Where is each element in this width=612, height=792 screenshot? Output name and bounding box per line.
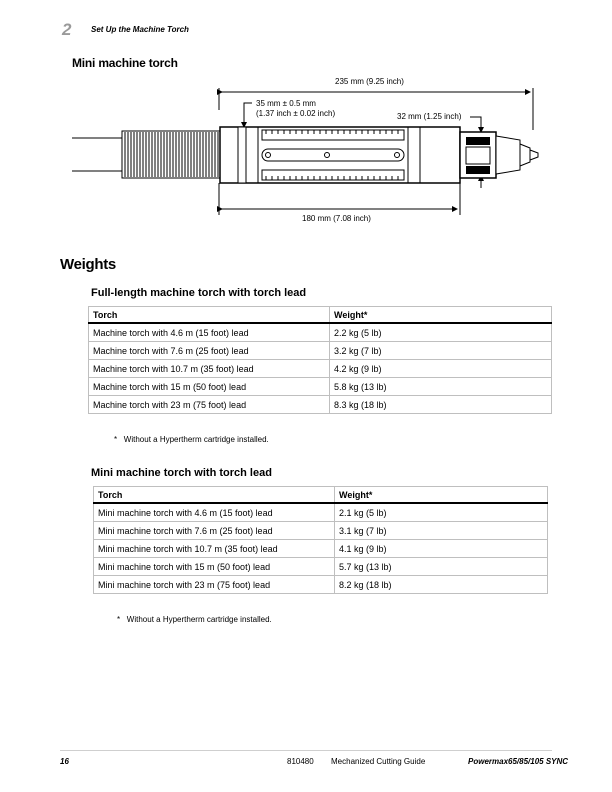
weight-cell: 5.8 kg (13 lb) xyxy=(330,378,552,396)
nozzle-label: 32 mm (1.25 inch) xyxy=(397,112,462,121)
column-header-weight: Weight* xyxy=(330,307,552,324)
chapter-title: Set Up the Machine Torch xyxy=(91,25,189,34)
torch-cell: Machine torch with 10.7 m (35 foot) lead xyxy=(89,360,330,378)
body-length-dimension xyxy=(219,183,460,223)
page-number: 16 xyxy=(60,757,69,766)
torch-head xyxy=(460,132,538,178)
footnote-text: Without a Hypertherm cartridge installed. xyxy=(123,435,269,444)
torch-cell: Machine torch with 23 m (75 foot) lead xyxy=(89,396,330,414)
strain-relief xyxy=(122,131,220,178)
table-row xyxy=(94,522,548,540)
column-header-torch: Torch xyxy=(94,487,335,504)
column-header-torch: Torch xyxy=(89,307,330,324)
mini-weight-table xyxy=(93,486,548,594)
torch-cell: Mini machine torch with 23 m (75 foot) lead xyxy=(94,576,335,594)
weight-cell: 3.2 kg (7 lb) xyxy=(330,342,552,360)
product-name: Powermax65/85/105 SYNC xyxy=(468,757,569,766)
torch-cell: Machine torch with 4.6 m (15 foot) lead xyxy=(89,323,330,342)
weight-cell: 2.2 kg (5 lb) xyxy=(330,323,552,342)
torch-cell: Machine torch with 15 m (50 foot) lead xyxy=(89,378,330,396)
torch-lead-cable xyxy=(72,138,122,171)
table-row xyxy=(89,342,552,360)
guide-title: Mechanized Cutting Guide xyxy=(331,757,426,766)
weight-cell: 5.7 kg (13 lb) xyxy=(335,558,548,576)
footer-divider xyxy=(60,750,552,751)
torch-cell: Mini machine torch with 4.6 m (15 foot) lead xyxy=(94,503,335,522)
torch-body xyxy=(220,127,460,183)
footnote-mark: * xyxy=(117,615,121,624)
weight-cell: 2.1 kg (5 lb) xyxy=(335,503,548,522)
mini-torch-heading: Mini machine torch xyxy=(72,56,178,70)
column-header-weight: Weight* xyxy=(335,487,548,504)
weight-cell: 8.2 kg (18 lb) xyxy=(335,576,548,594)
body-length-label: 180 mm (7.08 inch) xyxy=(302,214,371,223)
mini-table-footnote xyxy=(117,615,272,624)
table-row xyxy=(89,360,552,378)
weight-cell: 8.3 kg (18 lb) xyxy=(330,396,552,414)
weight-cell: 4.1 kg (9 lb) xyxy=(335,540,548,558)
overall-length-label: 235 mm (9.25 inch) xyxy=(335,77,404,86)
table-row xyxy=(89,396,552,414)
torch-cell: Mini machine torch with 7.6 m (25 foot) lead xyxy=(94,522,335,540)
mini-torch-dimension-diagram xyxy=(0,70,612,230)
full-length-footnote xyxy=(114,435,269,444)
table-row xyxy=(94,558,548,576)
torch-cell: Mini machine torch with 15 m (50 foot) lead xyxy=(94,558,335,576)
table-row xyxy=(94,576,548,594)
table-row xyxy=(94,540,548,558)
weight-cell: 3.1 kg (7 lb) xyxy=(335,522,548,540)
table-row xyxy=(89,378,552,396)
full-length-weight-table xyxy=(88,306,552,414)
table-row xyxy=(89,323,552,342)
full-length-table-title: Full-length machine torch with torch lead xyxy=(91,287,307,299)
weights-heading: Weights xyxy=(60,256,116,273)
mount-label-line2: (1.37 inch ± 0.02 inch) xyxy=(256,109,336,118)
weight-cell: 4.2 kg (9 lb) xyxy=(330,360,552,378)
chapter-number: 2 xyxy=(62,20,72,39)
torch-cell: Machine torch with 7.6 m (25 foot) lead xyxy=(89,342,330,360)
footnote-mark: * xyxy=(114,435,118,444)
mini-table-title: Mini machine torch with torch lead xyxy=(91,467,272,479)
table-row xyxy=(94,503,548,522)
torch-cell: Mini machine torch with 10.7 m (35 foot) lead xyxy=(94,540,335,558)
mount-label-line1: 35 mm ± 0.5 mm xyxy=(256,99,316,108)
part-number: 810480 xyxy=(287,757,314,766)
footnote-text: Without a Hypertherm cartridge installed. xyxy=(126,615,272,624)
